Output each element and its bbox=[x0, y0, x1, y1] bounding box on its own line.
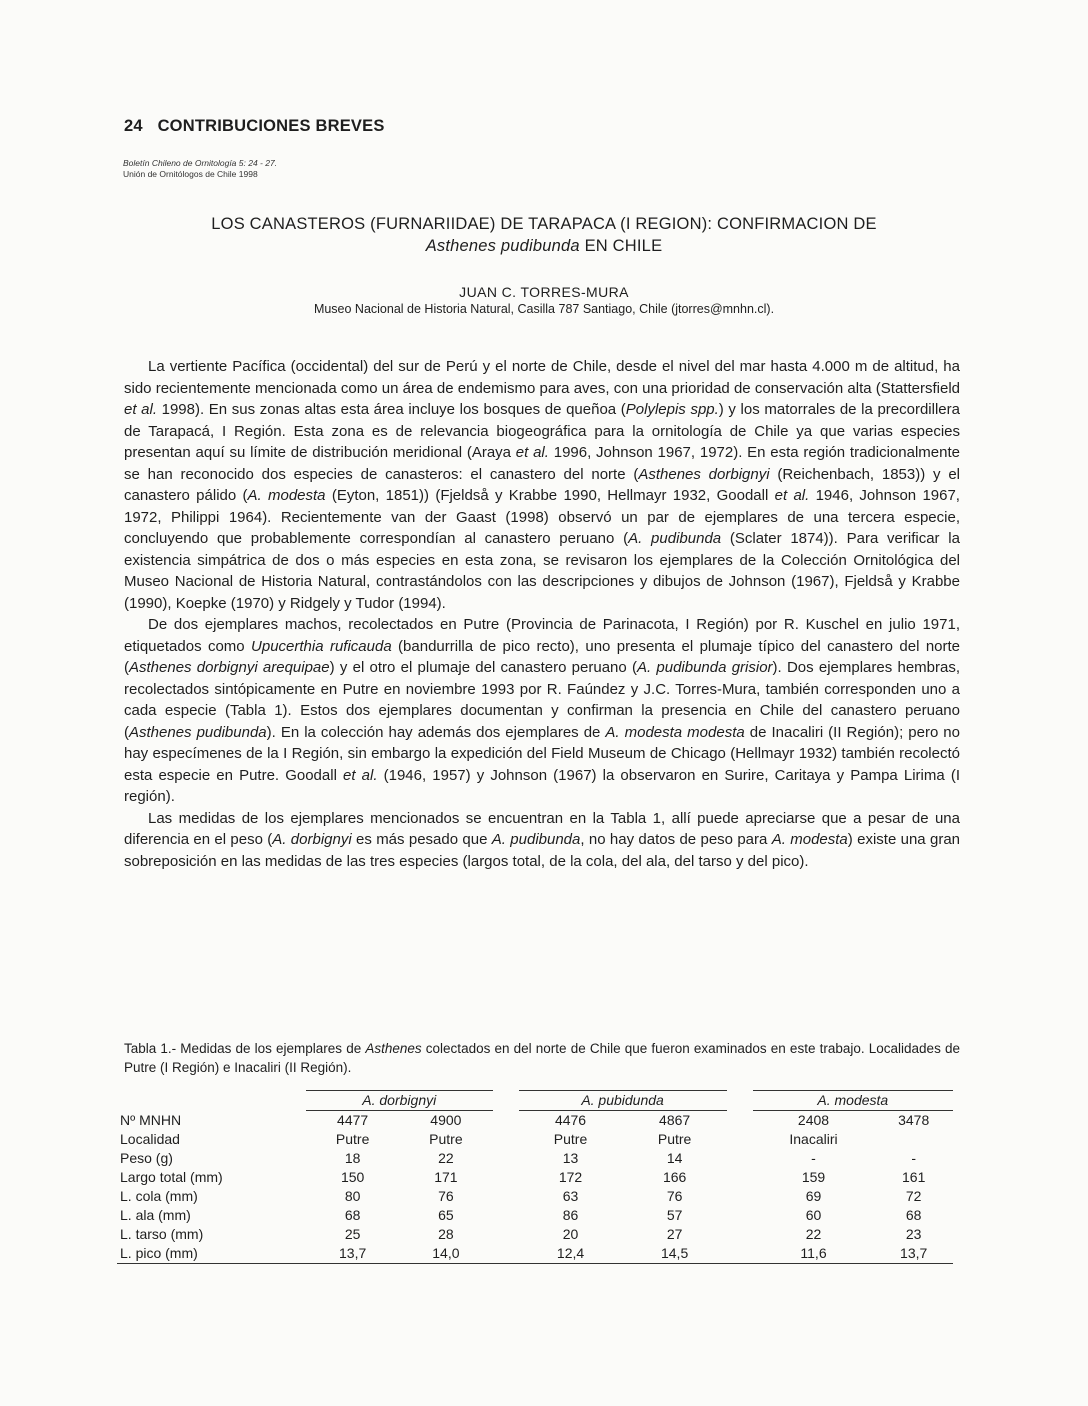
italic-term: A. modesta modesta bbox=[605, 723, 745, 741]
table-cell: 80 bbox=[344, 1188, 361, 1204]
column-gap bbox=[727, 1149, 753, 1168]
text-run: , no hay datos de peso para bbox=[580, 831, 772, 848]
text-run: ) y el otro el plumaje del canastero peruano ( bbox=[329, 659, 637, 676]
running-header bbox=[124, 117, 385, 136]
row-label: Nº MNHN bbox=[120, 1111, 182, 1128]
column-gap bbox=[493, 1225, 519, 1244]
table-cell: 159 bbox=[801, 1169, 826, 1185]
italic-term: A. modesta bbox=[771, 831, 848, 848]
table-cell: Putre bbox=[657, 1131, 692, 1147]
text-run: (1946, 1957) y Johnson (1967) la observaron en Surire, Caritaya y Pampa Lirima (I región). bbox=[124, 766, 961, 805]
table-cell: 65 bbox=[438, 1207, 454, 1223]
table-cell: 60 bbox=[805, 1207, 822, 1223]
table-cell: 14,0 bbox=[399, 1244, 492, 1264]
column-gap bbox=[493, 1111, 519, 1131]
italic-term: et al. bbox=[124, 401, 157, 418]
italic-term: Upucerthia ruficauda bbox=[251, 637, 392, 655]
text-run: Las medidas de los ejemplares mencionados se encuentran en la Tabla 1, allí puede apreciarse que a pesar de una diferencia en el peso ( bbox=[124, 809, 960, 848]
table-row bbox=[117, 1168, 953, 1187]
table-cell bbox=[874, 1130, 953, 1149]
table-cell: 4477 bbox=[337, 1112, 369, 1128]
row-label: L. pico (mm) bbox=[117, 1244, 306, 1264]
table-cell: 76 bbox=[438, 1188, 454, 1204]
table-row bbox=[117, 1130, 953, 1149]
table-cell: 14 bbox=[666, 1150, 683, 1166]
table-cell: 28 bbox=[438, 1226, 454, 1242]
column-gap bbox=[493, 1244, 519, 1264]
table-cell: 57 bbox=[666, 1207, 683, 1223]
citation-line-2: Unión de Ornitólogos de Chile 1998 bbox=[123, 169, 258, 179]
group-header-modesta: A. modesta bbox=[753, 1091, 953, 1111]
text-run: La vertiente Pacífica (occidental) del sur de Perú y el norte de Chile, desde el nivel del mar hasta 4.000 m de altitud, ha sido recientemente mencionada como un área de endemismo para aves, con una prioridad de conservación alta (Stattersfield bbox=[124, 358, 960, 397]
italic-term: Asthenes dorbignyi arequipae bbox=[129, 659, 330, 676]
table-cell: 12,4 bbox=[519, 1244, 623, 1264]
italic-term: et al. bbox=[774, 487, 810, 504]
table-row bbox=[117, 1206, 953, 1225]
column-gap bbox=[727, 1206, 753, 1225]
row-label: L. tarso (mm) bbox=[120, 1226, 204, 1242]
table-cell: Inacaliri bbox=[789, 1131, 838, 1147]
author-name: JUAN C. TORRES-MURA bbox=[459, 284, 629, 300]
row-label: Largo total (mm) bbox=[120, 1169, 223, 1185]
table-cell: 68 bbox=[905, 1207, 922, 1223]
table-caption bbox=[124, 1039, 960, 1077]
table-cell: 3478 bbox=[898, 1112, 930, 1128]
caption-prefix: Tabla 1.- Medidas de los ejemplares de bbox=[124, 1041, 366, 1056]
text-run: ). Dos ejemplares hembras, recolectados sintópicamente en Putre en noviembre 1993 por R. Faúndez y J.C. Torres-Mura, también corresponden uno a cada especie (Tabla 1). Estos dos ejemplares documentan y confirman la presencia en Chile del canastero peruano ( bbox=[124, 659, 961, 741]
italic-term: A. pudibunda grisior bbox=[636, 659, 773, 676]
paragraph-2 bbox=[124, 614, 960, 808]
table-cell: 72 bbox=[905, 1188, 922, 1204]
table-cell: 22 bbox=[438, 1150, 454, 1166]
text-run: (bandurrilla de pico recto), uno presenta el plumaje típico del canastero del norte ( bbox=[124, 637, 961, 676]
text-run: de Inacaliri (II Región); pero no hay especímenes de la I Región, sin embargo la expedición del Field Museum de Chicago (Hellmayr 1932) también recolectó esta especie en Putre. Goodall bbox=[124, 723, 960, 784]
table-cell: 27 bbox=[666, 1226, 683, 1242]
journal-citation bbox=[123, 158, 277, 180]
italic-term: A. dorbignyi bbox=[272, 831, 352, 848]
table-row bbox=[117, 1187, 953, 1206]
title-line-2-rest: EN CHILE bbox=[579, 237, 663, 255]
column-gap bbox=[727, 1130, 753, 1149]
group-header-dorbignyi: A. dorbignyi bbox=[306, 1091, 493, 1111]
table-cell: Putre bbox=[429, 1131, 463, 1147]
table-cell: 69 bbox=[805, 1188, 822, 1204]
table-cell: 22 bbox=[805, 1226, 822, 1242]
citation-line-1: Boletín Chileno de Ornitología 5: 24 - 27. bbox=[123, 158, 278, 168]
article-title bbox=[110, 213, 978, 257]
column-gap bbox=[493, 1149, 519, 1168]
column-gap bbox=[727, 1225, 753, 1244]
table-row bbox=[117, 1149, 953, 1168]
table-row bbox=[117, 1244, 953, 1264]
table-cell: 13 bbox=[562, 1150, 579, 1166]
section-title: CONTRIBUCIONES BREVES bbox=[157, 117, 385, 135]
title-line-2 bbox=[110, 235, 978, 257]
column-gap bbox=[493, 1187, 519, 1206]
table-cell: 14,5 bbox=[623, 1244, 727, 1264]
table-cell: 23 bbox=[905, 1226, 922, 1242]
row-label: Peso (g) bbox=[120, 1150, 173, 1166]
italic-term: Asthenes pudibunda bbox=[129, 723, 267, 741]
paragraph-3 bbox=[124, 808, 960, 873]
table-cell: 13,7 bbox=[874, 1244, 953, 1264]
table-cell: 63 bbox=[562, 1188, 579, 1204]
table-cell: 172 bbox=[558, 1169, 583, 1185]
table-cell: 4476 bbox=[554, 1112, 587, 1128]
table-cell: Putre bbox=[553, 1131, 588, 1147]
author-affiliation: Museo Nacional de Historia Natural, Casilla 787 Santiago, Chile (jtorres@mnhn.cl). bbox=[313, 302, 775, 316]
table-cell: - bbox=[911, 1150, 917, 1166]
italic-term: et al. bbox=[343, 766, 378, 784]
group-gap bbox=[727, 1091, 753, 1111]
table-corner bbox=[117, 1091, 306, 1111]
italic-term: A. modesta bbox=[247, 487, 326, 504]
text-run: 1998). En sus zonas altas esta área incluye los bosques de queñoa ( bbox=[156, 401, 626, 418]
table-cell: 13,7 bbox=[306, 1244, 399, 1264]
row-label: L. ala (mm) bbox=[120, 1207, 191, 1223]
table-body bbox=[117, 1111, 953, 1264]
text-run: es más pesado que bbox=[351, 831, 492, 848]
group-gap bbox=[493, 1091, 519, 1111]
italic-term: Polylepis spp. bbox=[625, 401, 719, 418]
table-row bbox=[117, 1111, 953, 1131]
column-gap bbox=[493, 1168, 519, 1187]
text-run: (Sclater 1874)). Para verificar la existencia simpátrica de dos o más especies en esta zona, se revisaron los ejemplares de la Colección Ornitológica del Museo Nacional de Historia Natural, contrastándolos con las descripciones y dibujos de Johnson (1967), Fjeldså y Krabbe (1990), Koepke (1970) y Ridgely y Tudor (1994). bbox=[124, 530, 960, 612]
title-species: Asthenes pudibunda bbox=[425, 237, 580, 255]
table-cell: 18 bbox=[344, 1150, 361, 1166]
table-cell: 150 bbox=[340, 1169, 365, 1185]
italic-term: Asthenes dorbignyi bbox=[638, 465, 770, 483]
article-body bbox=[124, 356, 960, 872]
text-run: De dos ejemplares machos, recolectados en Putre (Provincia de Parinacota, I Región) por R. Kuschel en julio 1971, etiquetados como bbox=[124, 616, 960, 655]
text-run: (Reichenbach, 1853)) y el canastero pálido ( bbox=[124, 465, 960, 504]
text-run: ) y los matorrales de la precordillera de Tarapacá, I Región. Esta zona es de relevancia biogeográfica para la ornitología de Chile ya que varias especies presentan aquí su límite de distribución meridional (Araya bbox=[124, 401, 960, 461]
group-header-pubidunda: A. pubidunda bbox=[519, 1091, 727, 1111]
table-group-header bbox=[117, 1091, 953, 1111]
row-label: L. cola (mm) bbox=[120, 1188, 198, 1204]
caption-genus: Asthenes bbox=[365, 1041, 422, 1056]
table-cell: 4900 bbox=[430, 1112, 462, 1128]
measurements-table bbox=[117, 1090, 953, 1264]
italic-term: A. pudibunda bbox=[628, 530, 722, 547]
table-cell: 20 bbox=[562, 1226, 579, 1242]
table-cell: 68 bbox=[344, 1207, 361, 1223]
italic-term: A. pudibunda bbox=[491, 831, 581, 848]
text-run: 1996, Johnson 1967, 1972). En esta región tradicionalmente se han reconocido dos especies de canasteros: el canastero del norte ( bbox=[124, 444, 960, 483]
caption-rest: colectados en del norte de Chile que fueron examinados en este trabajo. Localidades de Putre (I Región) e Inacaliri (II Región). bbox=[124, 1041, 960, 1075]
table-cell: 161 bbox=[902, 1169, 926, 1185]
title-line-1: LOS CANASTEROS (FURNARIIDAE) DE TARAPACA (I REGION): CONFIRMACION DE bbox=[211, 215, 877, 233]
column-gap bbox=[727, 1244, 753, 1264]
table-row bbox=[117, 1225, 953, 1244]
table-cell: - bbox=[811, 1150, 816, 1166]
page-number: 24 bbox=[124, 117, 143, 135]
text-run: 1946, Johnson 1967, 1972, Philippi 1964). Recientemente van der Gaast (1998) observó un par de ejemplares de una tercera especie, concluyendo que probablemente correspondían al canastero peruano ( bbox=[124, 487, 960, 547]
table-cell: 86 bbox=[562, 1207, 579, 1223]
paragraph-1 bbox=[124, 356, 960, 614]
column-gap bbox=[493, 1130, 519, 1149]
column-gap bbox=[727, 1111, 753, 1131]
table-cell: Putre bbox=[335, 1131, 370, 1147]
text-run: ) existe una gran sobreposición en las medidas de las tres especies (largos total, de la cola, del ala, del tarso y del pico). bbox=[124, 831, 961, 870]
text-run: ). En la colección hay además dos ejemplares de bbox=[266, 723, 606, 741]
table-cell: 11,6 bbox=[753, 1244, 875, 1264]
italic-term: et al. bbox=[515, 444, 549, 461]
column-gap bbox=[493, 1206, 519, 1225]
table-cell: 171 bbox=[434, 1169, 458, 1185]
table-cell: 166 bbox=[662, 1169, 687, 1185]
table-cell: 25 bbox=[344, 1226, 361, 1242]
row-label: Localidad bbox=[120, 1131, 180, 1147]
column-gap bbox=[727, 1187, 753, 1206]
text-run: (Eyton, 1851)) (Fjeldså y Krabbe 1990, Hellmayr 1932, Goodall bbox=[325, 487, 775, 504]
column-gap bbox=[727, 1168, 753, 1187]
table-cell: 2408 bbox=[797, 1112, 830, 1128]
table-cell: 76 bbox=[666, 1188, 683, 1204]
table-cell: 4867 bbox=[659, 1112, 691, 1128]
